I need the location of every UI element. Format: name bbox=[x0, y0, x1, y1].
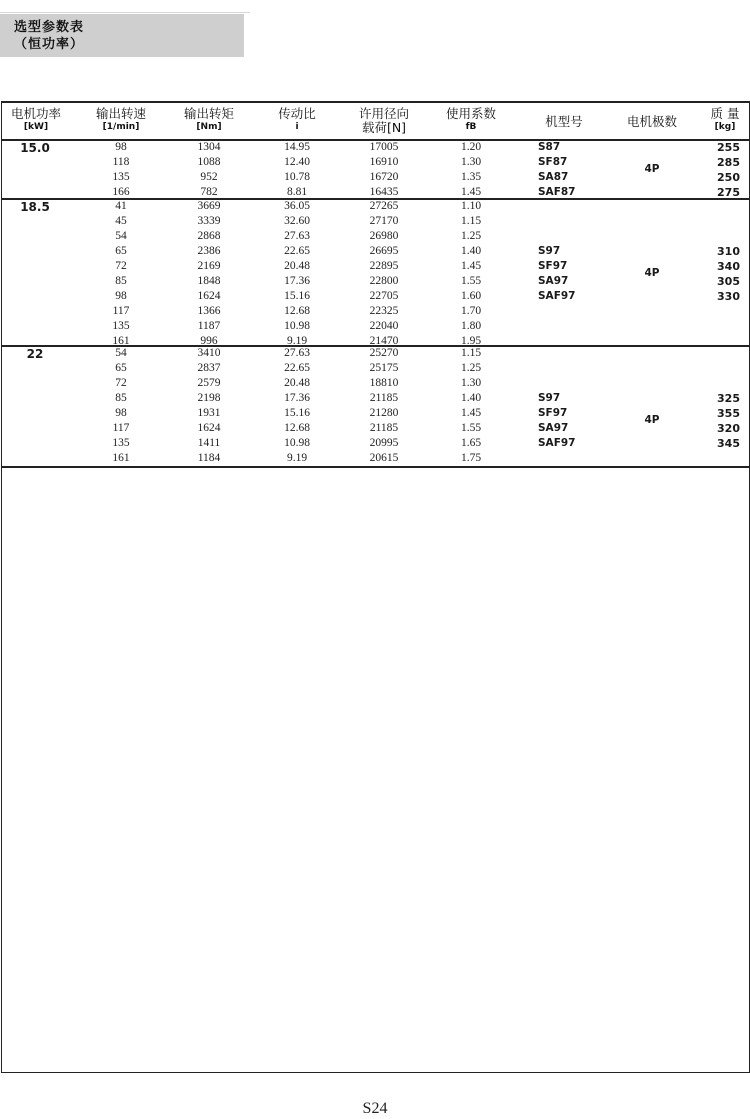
cell-model: SF87 bbox=[538, 156, 568, 168]
cell-radial-load: 16435 bbox=[369, 186, 399, 198]
cell-radial-load: 25175 bbox=[369, 362, 399, 374]
cell-radial-load: 22800 bbox=[369, 275, 399, 287]
cell-torque: 2198 bbox=[197, 392, 221, 404]
cell-model: SA97 bbox=[538, 422, 569, 434]
cell-service-factor: 1.55 bbox=[460, 275, 482, 287]
cell-ratio: 12.68 bbox=[284, 305, 310, 317]
cell-model: SF97 bbox=[538, 407, 568, 419]
cell-radial-load: 20615 bbox=[369, 452, 399, 464]
header-service-factor bbox=[432, 107, 510, 133]
cell-torque: 1184 bbox=[197, 452, 221, 464]
cell-speed: 85 bbox=[115, 275, 127, 287]
cell-mass: 285 bbox=[717, 156, 740, 169]
cell-model: SF97 bbox=[538, 260, 568, 272]
cell-radial-load: 27170 bbox=[369, 215, 399, 227]
cell-radial-load: 21185 bbox=[369, 392, 399, 404]
cell-speed: 98 bbox=[115, 407, 127, 419]
header-torque bbox=[170, 107, 248, 133]
header-model bbox=[525, 107, 603, 129]
cell-mass: 330 bbox=[717, 290, 740, 303]
cell-torque: 1366 bbox=[197, 305, 221, 317]
header-poles bbox=[612, 107, 692, 129]
header-radial-label: 许用径向 bbox=[358, 106, 409, 121]
cell-radial-load: 22325 bbox=[369, 305, 399, 317]
header-power-unit: [kW] bbox=[23, 122, 49, 132]
cell-torque: 2837 bbox=[197, 362, 221, 374]
cell-service-factor: 1.15 bbox=[460, 215, 482, 227]
cell-ratio: 9.19 bbox=[286, 335, 308, 347]
cell-radial-load: 22705 bbox=[369, 290, 399, 302]
cell-service-factor: 1.30 bbox=[460, 156, 482, 168]
header-speed-unit: [1/min] bbox=[102, 122, 140, 132]
cell-speed: 41 bbox=[115, 200, 127, 212]
cell-ratio: 10.98 bbox=[284, 320, 310, 332]
cell-torque: 1624 bbox=[197, 290, 221, 302]
cell-torque: 3410 bbox=[197, 347, 221, 359]
cell-torque: 1411 bbox=[197, 437, 221, 449]
cell-torque: 2386 bbox=[197, 245, 221, 257]
cell-ratio: 9.19 bbox=[286, 452, 308, 464]
header-power bbox=[2, 107, 70, 133]
cell-service-factor: 1.25 bbox=[460, 362, 482, 374]
cell-speed: 117 bbox=[112, 422, 130, 434]
cell-radial-load: 21185 bbox=[369, 422, 399, 434]
cell-ratio: 27.63 bbox=[284, 347, 310, 359]
cell-speed: 166 bbox=[112, 186, 130, 198]
cell-ratio: 22.65 bbox=[284, 245, 310, 257]
cell-model: SAF87 bbox=[538, 186, 576, 198]
cell-mass: 340 bbox=[717, 260, 740, 273]
cell-service-factor: 1.45 bbox=[460, 260, 482, 272]
cell-radial-load: 25270 bbox=[369, 347, 399, 359]
cell-mass: 305 bbox=[717, 275, 740, 288]
cell-mass: 255 bbox=[717, 141, 740, 154]
header-torque-unit: [Nm] bbox=[196, 122, 222, 132]
cell-service-factor: 1.45 bbox=[460, 407, 482, 419]
cell-service-factor: 1.45 bbox=[460, 186, 482, 198]
cell-speed: 65 bbox=[115, 362, 127, 374]
power-value: 18.5 bbox=[20, 200, 50, 214]
cell-service-factor: 1.70 bbox=[460, 305, 482, 317]
cell-ratio: 20.48 bbox=[284, 260, 310, 272]
cell-radial-load: 22040 bbox=[369, 320, 399, 332]
cell-model: S97 bbox=[538, 392, 561, 404]
cell-ratio: 14.95 bbox=[284, 141, 310, 153]
cell-speed: 135 bbox=[112, 171, 130, 183]
cell-ratio: 10.98 bbox=[284, 437, 310, 449]
cell-service-factor: 1.95 bbox=[460, 335, 482, 347]
title-box bbox=[0, 14, 244, 57]
cell-speed: 161 bbox=[112, 335, 130, 347]
cell-service-factor: 1.60 bbox=[460, 290, 482, 302]
cell-ratio: 15.16 bbox=[284, 290, 310, 302]
cell-service-factor: 1.40 bbox=[460, 245, 482, 257]
cell-ratio: 20.48 bbox=[284, 377, 310, 389]
header-top-rule bbox=[1, 101, 750, 103]
table-end-rule bbox=[1, 466, 750, 468]
header-radial-load bbox=[345, 107, 423, 135]
cell-mass: 355 bbox=[717, 407, 740, 420]
header-radial-unit: 载荷[N] bbox=[361, 120, 407, 135]
cell-torque: 1624 bbox=[197, 422, 221, 434]
cell-speed: 135 bbox=[112, 437, 130, 449]
cell-torque: 782 bbox=[200, 186, 218, 198]
cell-torque: 1304 bbox=[197, 141, 221, 153]
cell-radial-load: 17005 bbox=[369, 141, 399, 153]
cell-mass: 320 bbox=[717, 422, 740, 435]
cell-radial-load: 26980 bbox=[369, 230, 399, 242]
cell-speed: 98 bbox=[115, 141, 127, 153]
cell-service-factor: 1.65 bbox=[460, 437, 482, 449]
cell-ratio: 17.36 bbox=[284, 275, 310, 287]
header-speed-label: 输出转速 bbox=[95, 106, 146, 121]
cell-torque: 1187 bbox=[197, 320, 221, 332]
top-rule bbox=[0, 12, 250, 13]
cell-radial-load: 26695 bbox=[369, 245, 399, 257]
page-number: S24 bbox=[362, 1100, 388, 1117]
cell-poles: 4P bbox=[644, 413, 660, 426]
cell-speed: 161 bbox=[112, 452, 130, 464]
cell-radial-load: 18810 bbox=[369, 377, 399, 389]
cell-model: SA97 bbox=[538, 275, 569, 287]
header-power-label: 电机功率 bbox=[10, 106, 61, 121]
header-mass bbox=[702, 107, 748, 133]
power-value: 15.0 bbox=[20, 141, 50, 155]
header-ratio bbox=[258, 107, 336, 133]
cell-radial-load: 16720 bbox=[369, 171, 399, 183]
cell-service-factor: 1.15 bbox=[460, 347, 482, 359]
cell-model: SAF97 bbox=[538, 290, 576, 302]
cell-radial-load: 20995 bbox=[369, 437, 399, 449]
page-subtitle: （恒功率） bbox=[14, 37, 85, 52]
cell-mass: 275 bbox=[717, 186, 740, 199]
cell-speed: 54 bbox=[115, 347, 127, 359]
cell-mass: 310 bbox=[717, 245, 740, 258]
cell-torque: 1931 bbox=[197, 407, 221, 419]
cell-radial-load: 22895 bbox=[369, 260, 399, 272]
cell-torque: 1848 bbox=[197, 275, 221, 287]
cell-speed: 72 bbox=[115, 260, 127, 272]
cell-torque: 2169 bbox=[197, 260, 221, 272]
cell-torque: 2579 bbox=[197, 377, 221, 389]
cell-ratio: 32.60 bbox=[284, 215, 310, 227]
cell-service-factor: 1.40 bbox=[460, 392, 482, 404]
cell-poles: 4P bbox=[644, 162, 660, 175]
cell-model: SA87 bbox=[538, 171, 569, 183]
cell-service-factor: 1.25 bbox=[460, 230, 482, 242]
cell-mass: 250 bbox=[717, 171, 740, 184]
cell-speed: 117 bbox=[112, 305, 130, 317]
header-service-unit: fB bbox=[465, 122, 477, 132]
power-value: 22 bbox=[26, 347, 44, 361]
cell-ratio: 36.05 bbox=[284, 200, 310, 212]
header-torque-label: 输出转矩 bbox=[183, 106, 234, 121]
header-service-label: 使用系数 bbox=[445, 106, 496, 121]
cell-service-factor: 1.75 bbox=[460, 452, 482, 464]
header-poles-label: 电机极数 bbox=[626, 114, 677, 129]
cell-torque: 3339 bbox=[197, 215, 221, 227]
cell-radial-load: 27265 bbox=[369, 200, 399, 212]
header-ratio-unit: i bbox=[295, 122, 299, 132]
cell-torque: 1088 bbox=[197, 156, 221, 168]
cell-service-factor: 1.10 bbox=[460, 200, 482, 212]
cell-torque: 996 bbox=[200, 335, 218, 347]
cell-ratio: 10.78 bbox=[284, 171, 310, 183]
cell-service-factor: 1.80 bbox=[460, 320, 482, 332]
cell-torque: 3669 bbox=[197, 200, 221, 212]
cell-radial-load: 21470 bbox=[369, 335, 399, 347]
cell-ratio: 15.16 bbox=[284, 407, 310, 419]
cell-ratio: 22.65 bbox=[284, 362, 310, 374]
cell-speed: 118 bbox=[112, 156, 130, 168]
page-title: 选型参数表 bbox=[14, 20, 85, 35]
cell-model: S97 bbox=[538, 245, 561, 257]
cell-mass: 325 bbox=[717, 392, 740, 405]
cell-speed: 72 bbox=[115, 377, 127, 389]
cell-model: S87 bbox=[538, 141, 561, 153]
cell-poles: 4P bbox=[644, 266, 660, 279]
cell-speed: 85 bbox=[115, 392, 127, 404]
header-mass-unit: [kg] bbox=[714, 122, 736, 132]
cell-torque: 2868 bbox=[197, 230, 221, 242]
header-ratio-label: 传动比 bbox=[278, 106, 316, 121]
cell-ratio: 12.68 bbox=[284, 422, 310, 434]
cell-torque: 952 bbox=[200, 171, 218, 183]
cell-speed: 65 bbox=[115, 245, 127, 257]
header-mass-label: 质 量 bbox=[710, 106, 740, 121]
cell-ratio: 27.63 bbox=[284, 230, 310, 242]
cell-service-factor: 1.35 bbox=[460, 171, 482, 183]
cell-ratio: 12.40 bbox=[284, 156, 310, 168]
cell-ratio: 17.36 bbox=[284, 392, 310, 404]
cell-radial-load: 16910 bbox=[369, 156, 399, 168]
header-model-label: 机型号 bbox=[545, 114, 583, 129]
cell-radial-load: 21280 bbox=[369, 407, 399, 419]
cell-ratio: 8.81 bbox=[286, 186, 308, 198]
cell-service-factor: 1.55 bbox=[460, 422, 482, 434]
cell-model: SAF97 bbox=[538, 437, 576, 449]
cell-mass: 345 bbox=[717, 437, 740, 450]
cell-speed: 98 bbox=[115, 290, 127, 302]
cell-speed: 54 bbox=[115, 230, 127, 242]
cell-service-factor: 1.20 bbox=[460, 141, 482, 153]
header-speed bbox=[82, 107, 160, 133]
cell-speed: 45 bbox=[115, 215, 127, 227]
cell-service-factor: 1.30 bbox=[460, 377, 482, 389]
cell-speed: 135 bbox=[112, 320, 130, 332]
